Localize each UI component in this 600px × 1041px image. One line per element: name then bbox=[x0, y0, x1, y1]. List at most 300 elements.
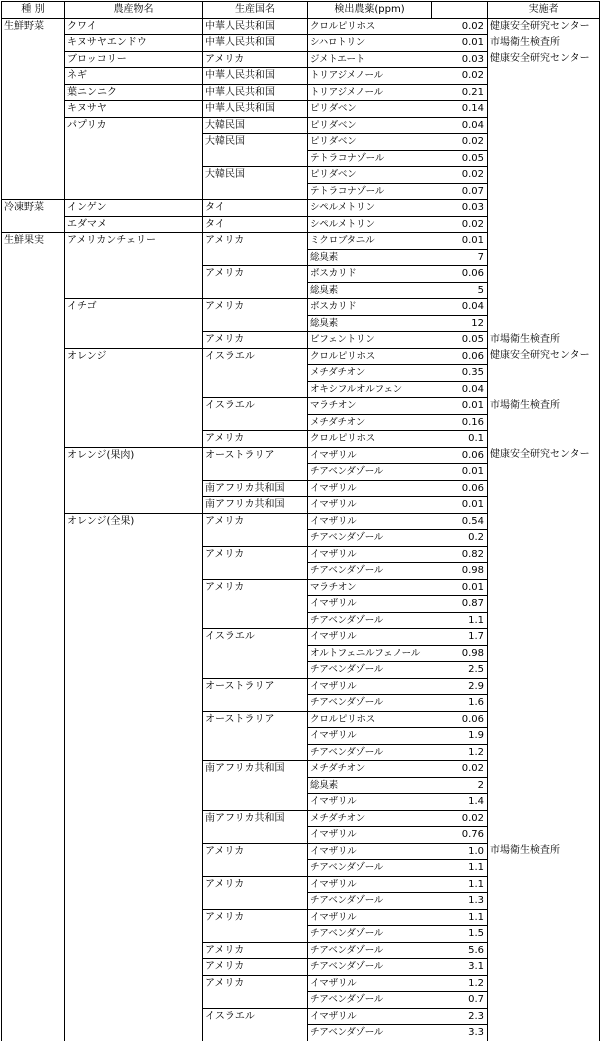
table-row bbox=[2, 612, 600, 629]
cell-product bbox=[65, 794, 203, 811]
cell-category bbox=[2, 365, 65, 382]
cell-agency bbox=[488, 563, 600, 580]
cell-category bbox=[2, 810, 65, 827]
cell-amount: 0.14 bbox=[432, 101, 488, 118]
cell-country bbox=[203, 645, 308, 662]
cell-category bbox=[2, 117, 65, 134]
cell-product bbox=[65, 332, 203, 349]
cell-category bbox=[2, 249, 65, 266]
table-row bbox=[2, 876, 600, 893]
cell-agency bbox=[488, 711, 600, 728]
cell-agency: 健康安全研究センター bbox=[488, 18, 600, 35]
cell-agency bbox=[488, 612, 600, 629]
cell-country: 中華人民共和国 bbox=[203, 35, 308, 52]
cell-product bbox=[65, 942, 203, 959]
cell-amount: 0.03 bbox=[432, 200, 488, 217]
table-row bbox=[2, 645, 600, 662]
cell-country: アメリカ bbox=[203, 843, 308, 860]
cell-pesticide: メチダチオン bbox=[308, 761, 432, 778]
cell-pesticide: ビフェントリン bbox=[308, 332, 432, 349]
table-row bbox=[2, 249, 600, 266]
cell-country bbox=[203, 695, 308, 712]
cell-category bbox=[2, 909, 65, 926]
cell-agency bbox=[488, 282, 600, 299]
cell-amount: 0.02 bbox=[432, 134, 488, 151]
cell-agency bbox=[488, 480, 600, 497]
table-row bbox=[2, 431, 600, 448]
cell-amount: 0.06 bbox=[432, 447, 488, 464]
cell-amount: 1.2 bbox=[432, 975, 488, 992]
table-row bbox=[2, 216, 600, 233]
cell-amount: 5.6 bbox=[432, 942, 488, 959]
cell-amount: 0.02 bbox=[432, 761, 488, 778]
cell-agency bbox=[488, 365, 600, 382]
table-row bbox=[2, 464, 600, 481]
table-row bbox=[2, 975, 600, 992]
cell-amount: 0.06 bbox=[432, 480, 488, 497]
cell-category bbox=[2, 777, 65, 794]
cell-country: オーストラリア bbox=[203, 678, 308, 695]
cell-country: イスラエル bbox=[203, 398, 308, 415]
cell-country bbox=[203, 596, 308, 613]
cell-category bbox=[2, 464, 65, 481]
cell-country: アメリカ bbox=[203, 876, 308, 893]
cell-pesticide: シペルメトリン bbox=[308, 200, 432, 217]
cell-country: アメリカ bbox=[203, 546, 308, 563]
cell-amount: 0.2 bbox=[432, 530, 488, 547]
cell-pesticide: 総臭素 bbox=[308, 777, 432, 794]
cell-amount: 1.1 bbox=[432, 909, 488, 926]
cell-amount: 1.5 bbox=[432, 926, 488, 943]
cell-category bbox=[2, 563, 65, 580]
cell-agency bbox=[488, 68, 600, 85]
table-row bbox=[2, 827, 600, 844]
header-product: 農産物名 bbox=[65, 2, 203, 19]
cell-product: アメリカンチェリー bbox=[65, 233, 203, 250]
cell-country bbox=[203, 530, 308, 547]
cell-country bbox=[203, 777, 308, 794]
cell-product bbox=[65, 843, 203, 860]
cell-country bbox=[203, 744, 308, 761]
cell-product bbox=[65, 975, 203, 992]
cell-category bbox=[2, 678, 65, 695]
cell-product bbox=[65, 645, 203, 662]
cell-pesticide: ボスカリド bbox=[308, 299, 432, 316]
cell-pesticide: メチダチオン bbox=[308, 810, 432, 827]
cell-amount: 0.04 bbox=[432, 299, 488, 316]
cell-category bbox=[2, 216, 65, 233]
cell-product bbox=[65, 777, 203, 794]
table-row bbox=[2, 893, 600, 910]
cell-category bbox=[2, 843, 65, 860]
cell-agency bbox=[488, 662, 600, 679]
cell-category bbox=[2, 167, 65, 184]
cell-country bbox=[203, 992, 308, 1009]
cell-country: 南アフリカ共和国 bbox=[203, 761, 308, 778]
cell-agency: 市場衛生検査所 bbox=[488, 843, 600, 860]
cell-agency bbox=[488, 546, 600, 563]
cell-agency bbox=[488, 794, 600, 811]
cell-amount: 1.1 bbox=[432, 876, 488, 893]
cell-category bbox=[2, 35, 65, 52]
cell-agency: 市場衛生検査所 bbox=[488, 398, 600, 415]
cell-pesticide: トリアジメノール bbox=[308, 68, 432, 85]
cell-pesticide: イマザリル bbox=[308, 876, 432, 893]
table-row bbox=[2, 381, 600, 398]
cell-agency bbox=[488, 513, 600, 530]
table-row bbox=[2, 101, 600, 118]
cell-pesticide: チアベンダゾール bbox=[308, 563, 432, 580]
cell-country bbox=[203, 926, 308, 943]
table-row bbox=[2, 810, 600, 827]
cell-country: 南アフリカ共和国 bbox=[203, 480, 308, 497]
cell-country: オーストラリア bbox=[203, 711, 308, 728]
cell-category bbox=[2, 629, 65, 646]
cell-product bbox=[65, 1025, 203, 1041]
cell-agency bbox=[488, 299, 600, 316]
cell-product bbox=[65, 546, 203, 563]
pesticide-results-sheet bbox=[1, 1, 599, 1041]
cell-pesticide: チアベンダゾール bbox=[308, 959, 432, 976]
cell-category bbox=[2, 513, 65, 530]
table-row bbox=[2, 794, 600, 811]
cell-pesticide: ピリダベン bbox=[308, 167, 432, 184]
cell-agency bbox=[488, 216, 600, 233]
cell-product bbox=[65, 414, 203, 431]
table-row bbox=[2, 497, 600, 514]
cell-agency bbox=[488, 1025, 600, 1041]
table-row bbox=[2, 35, 600, 52]
cell-product bbox=[65, 744, 203, 761]
cell-amount: 7 bbox=[432, 249, 488, 266]
cell-category bbox=[2, 1025, 65, 1041]
cell-agency bbox=[488, 629, 600, 646]
table-row bbox=[2, 530, 600, 547]
cell-pesticide: オキシフルオルフェン bbox=[308, 381, 432, 398]
cell-pesticide: テトラコナゾール bbox=[308, 150, 432, 167]
cell-amount: 0.06 bbox=[432, 711, 488, 728]
table-row bbox=[2, 84, 600, 101]
table-row bbox=[2, 579, 600, 596]
cell-product bbox=[65, 579, 203, 596]
cell-category bbox=[2, 183, 65, 200]
table-row bbox=[2, 332, 600, 349]
cell-country bbox=[203, 414, 308, 431]
cell-pesticide: イマザリル bbox=[308, 827, 432, 844]
cell-pesticide: イマザリル bbox=[308, 975, 432, 992]
cell-product bbox=[65, 876, 203, 893]
cell-product bbox=[65, 134, 203, 151]
table-row bbox=[2, 596, 600, 613]
cell-product bbox=[65, 249, 203, 266]
cell-amount: 0.98 bbox=[432, 645, 488, 662]
cell-category bbox=[2, 959, 65, 976]
cell-country: アメリカ bbox=[203, 942, 308, 959]
cell-category bbox=[2, 926, 65, 943]
table-row bbox=[2, 992, 600, 1009]
table-row bbox=[2, 68, 600, 85]
cell-amount: 0.76 bbox=[432, 827, 488, 844]
cell-agency bbox=[488, 596, 600, 613]
cell-amount: 0.02 bbox=[432, 810, 488, 827]
cell-product bbox=[65, 266, 203, 283]
cell-agency bbox=[488, 777, 600, 794]
cell-agency bbox=[488, 761, 600, 778]
cell-country bbox=[203, 365, 308, 382]
cell-product: イチゴ bbox=[65, 299, 203, 316]
cell-product bbox=[65, 678, 203, 695]
cell-amount: 0.02 bbox=[432, 68, 488, 85]
cell-country: イスラエル bbox=[203, 348, 308, 365]
table-row bbox=[2, 233, 600, 250]
table-row bbox=[2, 1025, 600, 1041]
cell-amount: 0.7 bbox=[432, 992, 488, 1009]
cell-agency bbox=[488, 678, 600, 695]
table-row bbox=[2, 942, 600, 959]
table-row bbox=[2, 744, 600, 761]
cell-category bbox=[2, 794, 65, 811]
cell-country: アメリカ bbox=[203, 266, 308, 283]
cell-product: クワイ bbox=[65, 18, 203, 35]
table-row bbox=[2, 860, 600, 877]
cell-country bbox=[203, 563, 308, 580]
table-row bbox=[2, 414, 600, 431]
cell-product bbox=[65, 629, 203, 646]
cell-pesticide: トリアジメノール bbox=[308, 84, 432, 101]
cell-category bbox=[2, 51, 65, 68]
cell-country bbox=[203, 183, 308, 200]
cell-pesticide: イマザリル bbox=[308, 728, 432, 745]
cell-category bbox=[2, 332, 65, 349]
cell-pesticide: 総臭素 bbox=[308, 282, 432, 299]
cell-agency bbox=[488, 959, 600, 976]
cell-product bbox=[65, 464, 203, 481]
table-row bbox=[2, 728, 600, 745]
cell-amount: 0.04 bbox=[432, 117, 488, 134]
cell-country bbox=[203, 249, 308, 266]
cell-agency bbox=[488, 134, 600, 151]
cell-country: 大韓民国 bbox=[203, 134, 308, 151]
cell-country bbox=[203, 315, 308, 332]
cell-country: アメリカ bbox=[203, 975, 308, 992]
cell-agency bbox=[488, 266, 600, 283]
cell-product: オレンジ(全果) bbox=[65, 513, 203, 530]
cell-product bbox=[65, 497, 203, 514]
cell-pesticide: イマザリル bbox=[308, 447, 432, 464]
cell-agency bbox=[488, 992, 600, 1009]
cell-category bbox=[2, 299, 65, 316]
cell-pesticide: チアベンダゾール bbox=[308, 860, 432, 877]
cell-agency bbox=[488, 530, 600, 547]
cell-category bbox=[2, 84, 65, 101]
cell-agency bbox=[488, 860, 600, 877]
cell-country bbox=[203, 612, 308, 629]
cell-amount: 0.54 bbox=[432, 513, 488, 530]
cell-agency bbox=[488, 200, 600, 217]
cell-product: エダマメ bbox=[65, 216, 203, 233]
cell-product bbox=[65, 893, 203, 910]
cell-category: 生鮮果実 bbox=[2, 233, 65, 250]
cell-amount: 0.06 bbox=[432, 348, 488, 365]
cell-category bbox=[2, 266, 65, 283]
table-row bbox=[2, 150, 600, 167]
cell-product bbox=[65, 183, 203, 200]
cell-country bbox=[203, 662, 308, 679]
cell-category bbox=[2, 530, 65, 547]
cell-agency: 市場衛生検査所 bbox=[488, 332, 600, 349]
table-row bbox=[2, 761, 600, 778]
header-pesticide: 検出農薬(ppm) bbox=[308, 2, 432, 19]
cell-pesticide: チアベンダゾール bbox=[308, 695, 432, 712]
cell-agency bbox=[488, 942, 600, 959]
cell-pesticide: ミクロブタニル bbox=[308, 233, 432, 250]
table-row bbox=[2, 909, 600, 926]
cell-pesticide: イマザリル bbox=[308, 794, 432, 811]
cell-pesticide: イマザリル bbox=[308, 546, 432, 563]
table-row bbox=[2, 299, 600, 316]
cell-product bbox=[65, 596, 203, 613]
table-row bbox=[2, 959, 600, 976]
cell-product bbox=[65, 695, 203, 712]
table-row bbox=[2, 200, 600, 217]
cell-category bbox=[2, 662, 65, 679]
cell-agency bbox=[488, 1008, 600, 1025]
cell-product bbox=[65, 926, 203, 943]
cell-product bbox=[65, 1008, 203, 1025]
cell-amount: 1.9 bbox=[432, 728, 488, 745]
cell-pesticide: クロルピリホス bbox=[308, 348, 432, 365]
cell-agency bbox=[488, 117, 600, 134]
cell-category: 生鮮野菜 bbox=[2, 18, 65, 35]
cell-product bbox=[65, 728, 203, 745]
cell-category bbox=[2, 579, 65, 596]
cell-category bbox=[2, 348, 65, 365]
cell-amount: 2.3 bbox=[432, 1008, 488, 1025]
table-row bbox=[2, 348, 600, 365]
cell-amount: 0.04 bbox=[432, 381, 488, 398]
cell-country bbox=[203, 150, 308, 167]
cell-country bbox=[203, 1025, 308, 1041]
cell-amount: 0.01 bbox=[432, 233, 488, 250]
cell-pesticide: イマザリル bbox=[308, 909, 432, 926]
header-category: 種 別 bbox=[2, 2, 65, 19]
cell-amount: 0.98 bbox=[432, 563, 488, 580]
cell-agency: 健康安全研究センター bbox=[488, 447, 600, 464]
cell-product bbox=[65, 381, 203, 398]
table-row bbox=[2, 365, 600, 382]
cell-agency bbox=[488, 744, 600, 761]
cell-product: ネギ bbox=[65, 68, 203, 85]
cell-country: アメリカ bbox=[203, 299, 308, 316]
cell-amount: 3.1 bbox=[432, 959, 488, 976]
table-row bbox=[2, 777, 600, 794]
cell-amount: 1.1 bbox=[432, 612, 488, 629]
cell-agency bbox=[488, 431, 600, 448]
cell-country: タイ bbox=[203, 200, 308, 217]
cell-pesticide: チアベンダゾール bbox=[308, 464, 432, 481]
cell-country: 大韓民国 bbox=[203, 117, 308, 134]
cell-category bbox=[2, 414, 65, 431]
cell-agency bbox=[488, 101, 600, 118]
cell-category bbox=[2, 497, 65, 514]
cell-amount: 0.01 bbox=[432, 579, 488, 596]
cell-pesticide: チアベンダゾール bbox=[308, 612, 432, 629]
cell-agency bbox=[488, 464, 600, 481]
cell-product bbox=[65, 909, 203, 926]
cell-product bbox=[65, 431, 203, 448]
cell-agency bbox=[488, 414, 600, 431]
cell-country: イスラエル bbox=[203, 629, 308, 646]
cell-pesticide: クロルピリホス bbox=[308, 431, 432, 448]
cell-category bbox=[2, 942, 65, 959]
cell-pesticide: チアベンダゾール bbox=[308, 893, 432, 910]
cell-country: オーストラリア bbox=[203, 447, 308, 464]
cell-product: インゲン bbox=[65, 200, 203, 217]
cell-product bbox=[65, 827, 203, 844]
cell-product bbox=[65, 761, 203, 778]
cell-amount: 1.0 bbox=[432, 843, 488, 860]
cell-amount: 2.9 bbox=[432, 678, 488, 695]
cell-product bbox=[65, 612, 203, 629]
cell-pesticide: ピリダベン bbox=[308, 117, 432, 134]
cell-amount: 0.01 bbox=[432, 464, 488, 481]
cell-product bbox=[65, 530, 203, 547]
cell-amount: 1.3 bbox=[432, 893, 488, 910]
cell-amount: 0.87 bbox=[432, 596, 488, 613]
cell-product bbox=[65, 398, 203, 415]
cell-product bbox=[65, 810, 203, 827]
cell-pesticide: クロルピリホス bbox=[308, 711, 432, 728]
cell-pesticide: イマザリル bbox=[308, 843, 432, 860]
cell-product: ブロッコリー bbox=[65, 51, 203, 68]
cell-category bbox=[2, 447, 65, 464]
cell-category bbox=[2, 398, 65, 415]
cell-category bbox=[2, 68, 65, 85]
cell-amount: 5 bbox=[432, 282, 488, 299]
cell-pesticide: イマザリル bbox=[308, 513, 432, 530]
cell-country: アメリカ bbox=[203, 431, 308, 448]
table-row bbox=[2, 282, 600, 299]
cell-pesticide: ピリダベン bbox=[308, 134, 432, 151]
cell-amount: 0.05 bbox=[432, 150, 488, 167]
cell-pesticide: テトラコナゾール bbox=[308, 183, 432, 200]
header-agency: 実施者 bbox=[488, 2, 600, 19]
cell-country bbox=[203, 728, 308, 745]
cell-amount: 0.01 bbox=[432, 398, 488, 415]
cell-pesticide: チアベンダゾール bbox=[308, 926, 432, 943]
table-row bbox=[2, 695, 600, 712]
table-row bbox=[2, 546, 600, 563]
cell-product: オレンジ(果肉) bbox=[65, 447, 203, 464]
cell-country: アメリカ bbox=[203, 332, 308, 349]
table-row bbox=[2, 117, 600, 134]
cell-country bbox=[203, 827, 308, 844]
cell-agency bbox=[488, 926, 600, 943]
cell-country: アメリカ bbox=[203, 959, 308, 976]
cell-pesticide: イマザリル bbox=[308, 480, 432, 497]
cell-country: アメリカ bbox=[203, 513, 308, 530]
cell-category bbox=[2, 728, 65, 745]
cell-category bbox=[2, 546, 65, 563]
cell-agency bbox=[488, 315, 600, 332]
cell-pesticide: チアベンダゾール bbox=[308, 744, 432, 761]
cell-category bbox=[2, 150, 65, 167]
cell-amount: 0.16 bbox=[432, 414, 488, 431]
cell-pesticide: チアベンダゾール bbox=[308, 1025, 432, 1041]
cell-agency bbox=[488, 381, 600, 398]
cell-country: アメリカ bbox=[203, 579, 308, 596]
cell-country bbox=[203, 794, 308, 811]
